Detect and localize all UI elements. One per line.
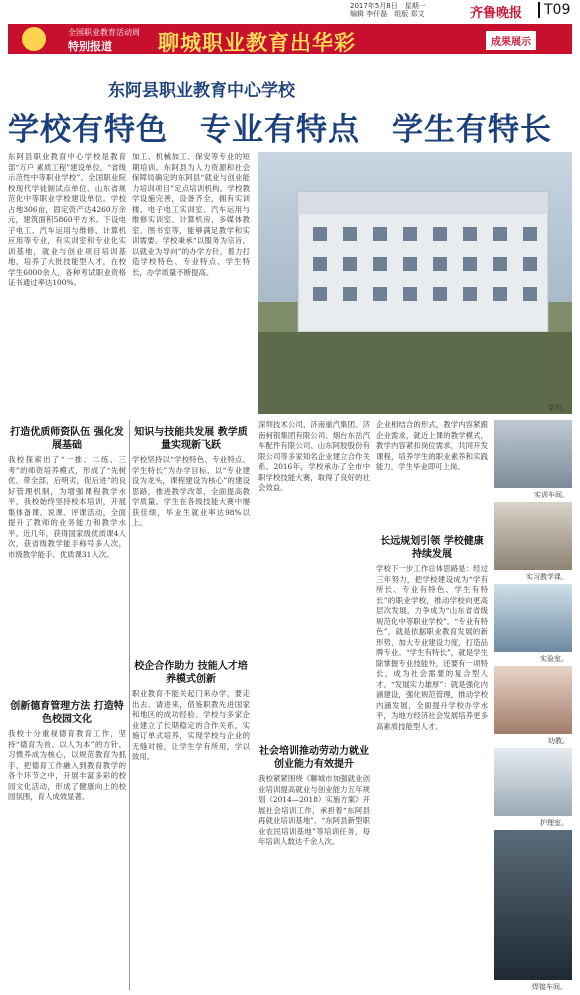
subhead-long-term-plan: 长远规划引领 学校健康持续发展: [380, 536, 484, 560]
practice-class-photo: [494, 502, 572, 570]
column-divider: [129, 420, 130, 990]
banner-main-title: 聊城职业教育出华彩: [158, 31, 356, 55]
vocational-week-emblem-icon: [22, 27, 46, 51]
subhead-faculty: 打造优质师资队伍 强化发展基础: [10, 427, 124, 451]
subhead-teaching-quality: 知识与技能共发展 教学质量实现新飞跃: [134, 427, 248, 451]
training-workshop-photo: [494, 420, 572, 488]
caption-nursing-room: 护理室。: [540, 819, 568, 827]
column-2-teaching-body: 学校坚持以“学校特色、专业特点、学生特长”为办学目标，以“专业建设为龙头，课程建设为核心”的建设思路，推进教学改革，全面提高教学质量。学生在各级技能大赛中屡获佳绩，毕业生就业率达98%以上。: [132, 455, 250, 527]
caption-laboratory: 实验室。: [540, 655, 568, 663]
caption-welding-workshop: 焊接车间。: [532, 983, 567, 991]
caption-preschool: 幼教。: [548, 737, 569, 745]
editor-credit: 编辑 李仟磊 组版 郑文: [350, 10, 425, 18]
column-1-intro: 东阿县职业教育中心学校是教育部“万户 素质工程”建设单位、“省级示范性中等职业学校”、全国职业院校现代学徒制试点单位、山东省规范化中等职业学校建设单位。学校占地306亩，固定资产达4260万余元，建筑面积5860平方米。下设电子电工、汽车运用与维修、计算机应用等专业，有实训室和专业化实训基地，就业与创业项目培训基地，培养了大批技能型人才，在校学生6000余人，各种考试职业资格证书通过率达100%。: [8, 152, 126, 287]
section-banner: [8, 24, 572, 54]
school-building-photo: [258, 152, 572, 414]
column-1-faculty-body: 我校探索出了“一推、二练、三考”的师资培养模式，形成了“先树优、带全部，后明劣，促后进”的良好管理机制，为增强课程教学水平，我校始终坚持校本培训，开展集体备课、说课、评课活动，全面提升了教师的业务能力和教学水平。近几年，获得国家级优质课4人次，获省级教学能手称号多人次，市级教学能手、优质课31人次。: [8, 455, 126, 559]
column-1-moral-body: 我校十分重视德育教育工作，坚持“德育为首、以人为本”的方针，习惯养成为核心，以规范教育为抓手，把德育工作融入到教育教学的各个环节之中，开展丰富多彩的校园文化活动，形成了健康向上的校园氛围，育人成效显著。: [8, 729, 126, 801]
banner-sub-text: 全国职业教育活动周: [68, 28, 140, 37]
column-2-enterprise-body: 职业教育不能关起门来办学，要走出去、请进来，借鉴职教先进国家和地区的成功经验。学校与多家企业建立了长期稳定的合作关系，实施订单式培养，实现学校与企业的无缝对接，让学生学有所用，学以致用。: [132, 689, 250, 761]
school-building-illustration: [258, 152, 572, 414]
page-header: [0, 0, 580, 20]
caption-practice-class: 实习教学课。: [526, 573, 568, 581]
preschool-education-photo: [494, 666, 572, 734]
column-2-intro: 加工、机械加工、保安等专业的短期培训。东阿县为人力资源和社会保障局确定的东阿县“就业与创业能力培训项目”定点培训机构。学校教学设施完善，设备齐全，拥有实训楼、电子电工实训室、汽车运用与维修实训室、计算机房、多媒体教室、图书室等，能够满足教学和实训需要。学校秉承“以服务为宗旨，以就业为导向”的办学方针，着力打造学校特色、专业特点、学生特长，办学质量不断提高。: [132, 152, 250, 277]
achievement-tag: 成果展示: [486, 31, 536, 50]
column-3-training-body: 我校紧紧围绕《聊城市加强就业创业培训提高就业与创业能力五年规划（2014—2018）实施方案》开展社会培训工作，承担着“东阿县再就业培训基地”、“东阿县新型职业农民培训基地”等培训任务，每年培训人数达千余人次。: [258, 774, 370, 846]
special-report-label: 特别报道: [68, 40, 112, 53]
column-3-body: 深圳技术公司、济南重汽集团、济南柯银集团有限公司、烟台东岳汽车配件有限公司、山东阿胶股份有限公司等多家知名企业建立合作关系。2016年，学校承办了全市中职学校技能大赛，取得了良好的社会效益。: [258, 420, 370, 492]
issue-date: 2017年5月8日 星期一: [350, 2, 426, 10]
laboratory-photo: [494, 584, 572, 652]
subhead-school-enterprise: 校企合作助力 技能人才培养模式创新: [134, 661, 248, 685]
newspaper-logo: 齐鲁晚报: [470, 6, 523, 21]
article-headline: 学校有特色 专业有特点 学生有特长: [8, 112, 552, 148]
main-photo-caption: 学校。: [548, 404, 569, 412]
column-4-body: 企业相结合的形式，教学内容紧跟企业需求，就近上课的教学模式，教学内容紧扣岗位需求，共同开发课程，培养学生的职业素养和实践能力，学生毕业即可上岗。: [376, 420, 488, 471]
article-kicker: 东阿县职业教育中心学校: [108, 81, 295, 101]
subhead-social-training: 社会培训推动劳动力就业创业能力有效提升: [259, 746, 369, 770]
subhead-moral-education: 创新德育管理方法 打造特色校园文化: [10, 701, 124, 725]
page-number: T09: [538, 2, 570, 18]
column-4-plan-body: 学校下一步工作总体思路是：经过三年努力，把学校建设成为“学有所长、专业有特色、学生有特长”的职业学校，推动学校向更高层次发展，力争成为“山东省省级规范化中等职业学校”。“专业有特色”，就是依据职业教育发展的新形势，加大专业建设力度，打造品牌专业。“学生有特长”，就是学生除掌握专业技能外，还要有一项特长，成为社会需要的复合型人才。“发展实力雄厚”：就是强化内涵建设，强化规范管理，推动学校内涵发展，全面提升学校办学水平，为地方经济社会发展培养更多高素质技能型人才。: [376, 564, 488, 731]
welding-workshop-photo: [494, 830, 572, 980]
caption-training-workshop: 实训车间。: [534, 491, 569, 499]
date-line: [350, 2, 426, 18]
nursing-room-photo: [494, 748, 572, 816]
